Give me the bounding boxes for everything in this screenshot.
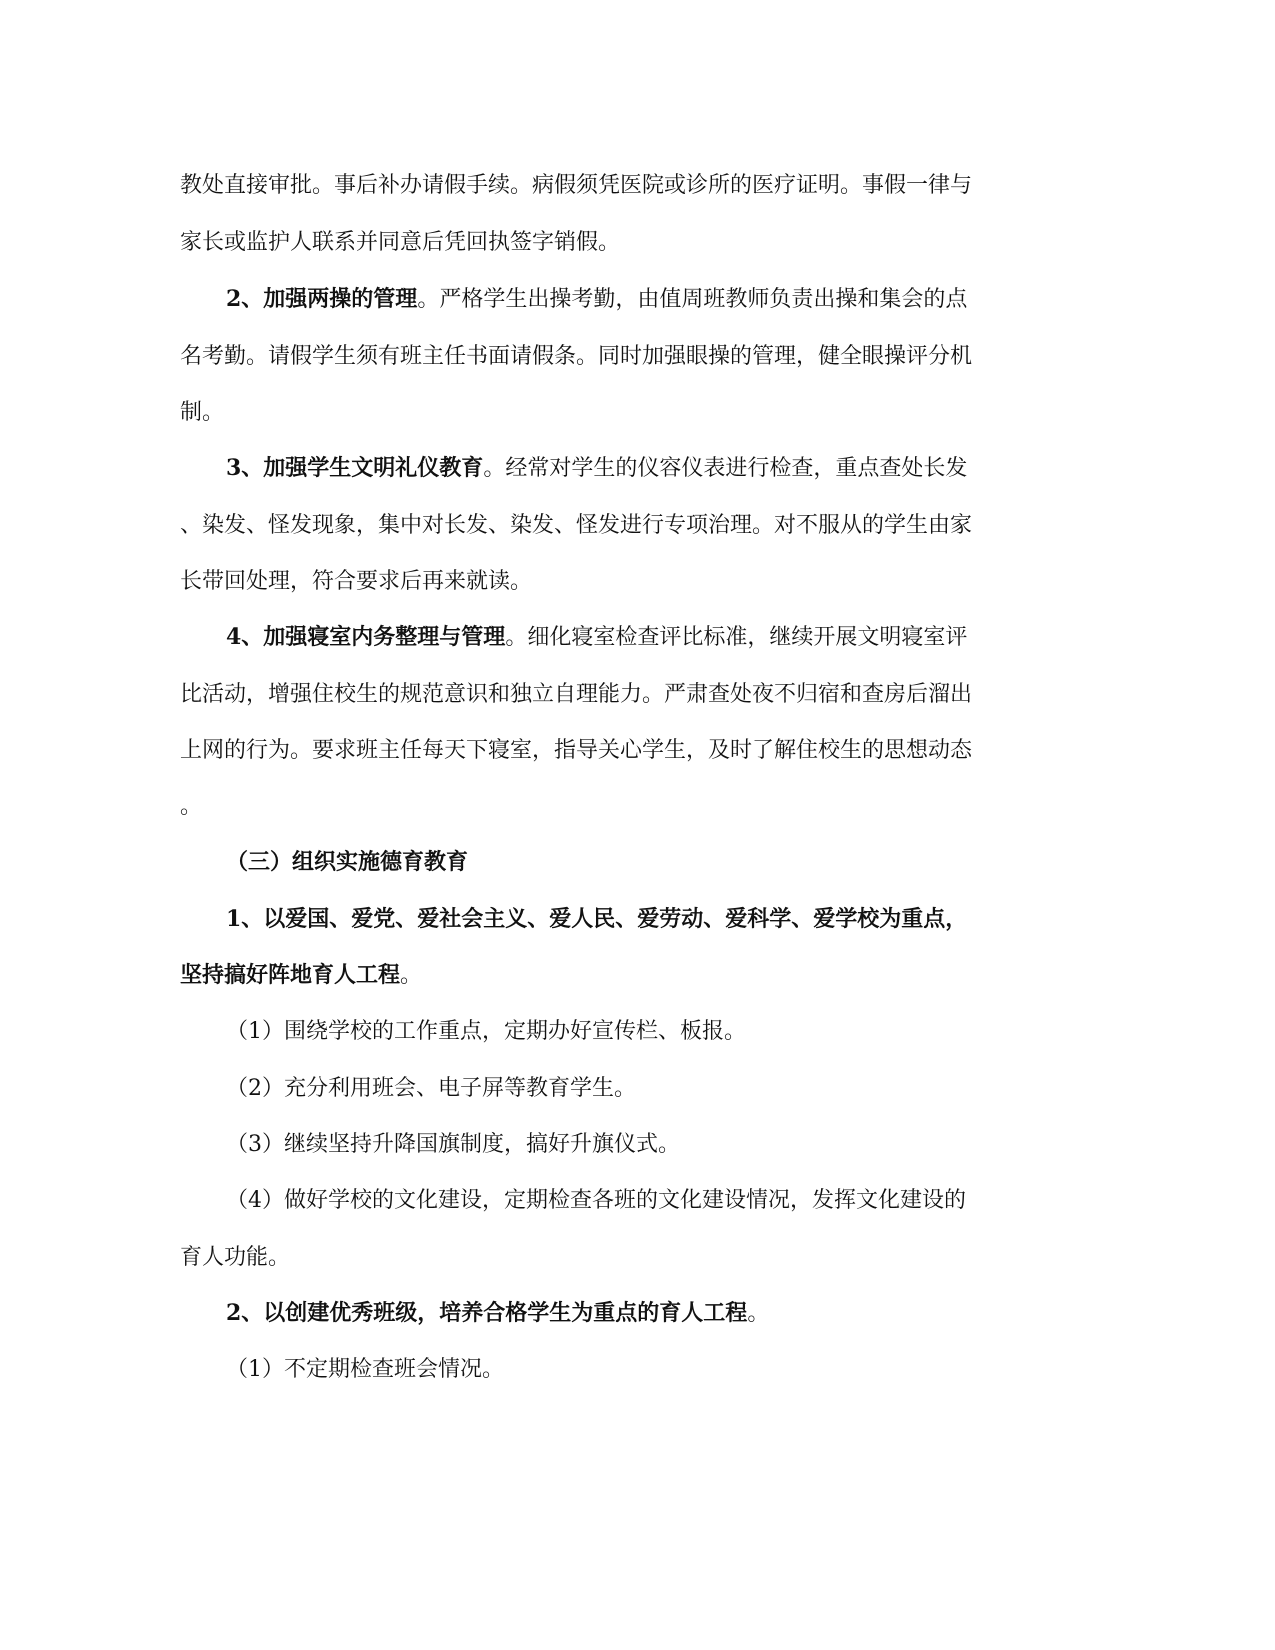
- text-line: [226, 1298, 1275, 1329]
- body-text: 上网的行为。要求班主任每天下寝室，指导关心学生，及时了解住校生的思想动态: [180, 738, 973, 763]
- text-line: [180, 397, 1275, 428]
- text-line: [180, 679, 1275, 710]
- list-item: [226, 1073, 1275, 1104]
- list-item: [226, 1016, 1275, 1047]
- body-text: 。: [180, 794, 203, 819]
- section-heading: [226, 847, 1275, 878]
- body-text: 长带回处理，符合要求后再来就读。: [180, 569, 533, 594]
- body-text: 。: [747, 1301, 770, 1326]
- text-line: [180, 227, 1275, 258]
- body-text: 、染发、怪发现象，集中对长发、染发、怪发进行专项治理。对不服从的学生由家: [180, 513, 973, 538]
- bold-text: 2、加强两操的管理: [226, 286, 418, 312]
- text-line: [180, 1242, 1275, 1273]
- body-text: 。严格学生出操考勤，由值周班教师负责出操和集会的点: [417, 287, 968, 312]
- text-line: [226, 622, 1275, 653]
- text-line: [180, 791, 1275, 822]
- body-text: （1）围绕学校的工作重点，定期办好宣传栏、板报。: [226, 1019, 746, 1044]
- bold-text: 1、以爱国、爱党、爱社会主义、爱人民、爱劳动、爱科学、爱学校为重点，: [226, 906, 968, 932]
- body-text: 育人功能。: [180, 1245, 291, 1270]
- body-text: （2）充分利用班会、电子屏等教育学生。: [226, 1076, 636, 1101]
- bold-text: 2、以创建优秀班级，培养合格学生为重点的育人工程: [226, 1300, 748, 1326]
- list-item: [226, 1354, 1275, 1385]
- text-line: [180, 566, 1275, 597]
- body-text: 。细化寝室检查评比标准，继续开展文明寝室评: [505, 625, 968, 650]
- text-line: [226, 453, 1275, 484]
- body-text: 名考勤。请假学生须有班主任书面请假条。同时加强眼操的管理，健全眼操评分机: [180, 344, 973, 369]
- bold-text: （三）组织实施德育教育: [226, 849, 469, 875]
- text-line: [180, 960, 1275, 991]
- text-line: [180, 735, 1275, 766]
- body-text: （3）继续坚持升降国旗制度，搞好升旗仪式。: [226, 1132, 680, 1157]
- body-text: 家长或监护人联系并同意后凭回执签字销假。: [180, 230, 621, 255]
- list-item: [226, 1129, 1275, 1160]
- text-line: [180, 170, 1275, 201]
- body-text: 比活动，增强住校生的规范意识和独立自理能力。严肃查处夜不归宿和查房后溜出: [180, 682, 973, 707]
- text-line: [180, 341, 1275, 372]
- bold-text: 4、加强寝室内务整理与管理: [226, 624, 506, 650]
- body-text: 教处直接审批。事后补办请假手续。病假须凭医院或诊所的医疗证明。事假一律与: [180, 173, 973, 198]
- list-item: [226, 1185, 1275, 1216]
- text-line: [226, 904, 1275, 935]
- body-text: 。: [400, 963, 423, 988]
- body-text: 制。: [180, 400, 225, 425]
- body-text: （4）做好学校的文化建设，定期检查各班的文化建设情况，发挥文化建设的: [226, 1188, 966, 1213]
- bold-text: 3、加强学生文明礼仪教育: [226, 455, 484, 481]
- bold-text: 坚持搞好阵地育人工程: [180, 962, 401, 988]
- text-line: [180, 510, 1275, 541]
- text-line: [226, 284, 1275, 315]
- body-text: （1）不定期检查班会情况。: [226, 1357, 504, 1382]
- body-text: 。经常对学生的仪容仪表进行检查，重点查处长发: [483, 456, 968, 481]
